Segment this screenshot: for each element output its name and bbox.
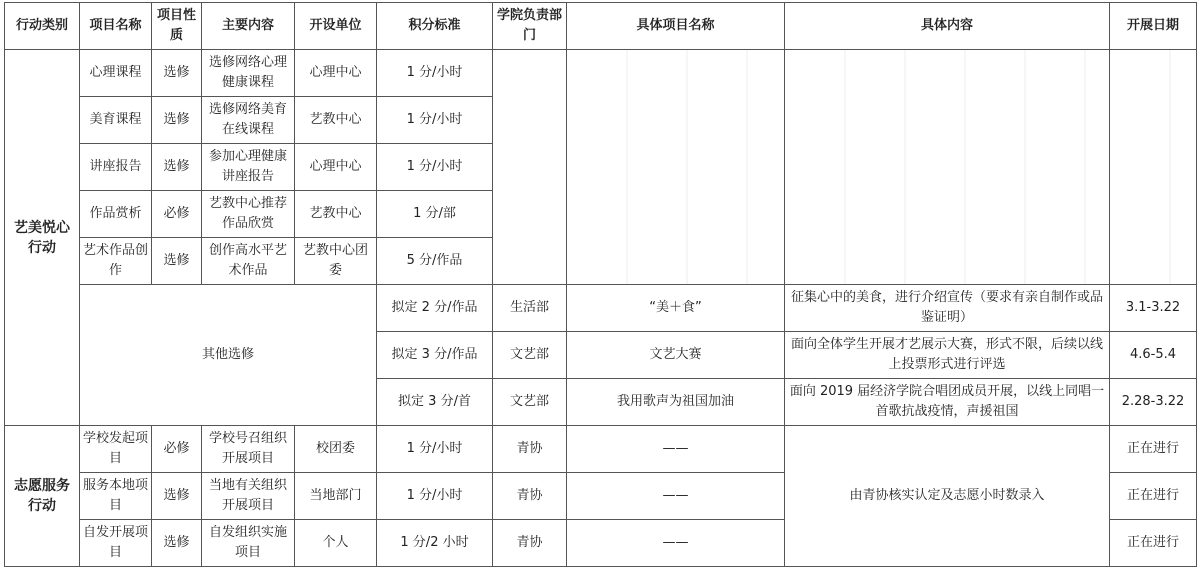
score-cell: 拟定 3 分/首 (377, 379, 493, 426)
main-content-cell: 创作高水平艺术作品 (202, 238, 295, 285)
score-cell: 1 分/小时 (377, 144, 493, 191)
project-name-cell: 艺术作品创作 (80, 238, 152, 285)
project-name-cell: 自发开展项目 (80, 520, 152, 567)
specific-project-cell: —— (567, 426, 785, 473)
date-cell: 3.1-3.22 (1110, 285, 1197, 332)
score-cell: 拟定 3 分/作品 (377, 332, 493, 379)
unit-cell: 心理中心 (295, 50, 377, 97)
specific-content-cell: 面向全体学生开展才艺展示大赛，形式不限，后续以线上投票形式进行评选 (785, 332, 1110, 379)
header-date: 开展日期 (1110, 3, 1197, 50)
nature-cell: 选修 (152, 144, 202, 191)
empty-dept-cell (493, 50, 567, 285)
header-specific-content: 具体内容 (785, 3, 1110, 50)
project-name-cell: 讲座报告 (80, 144, 152, 191)
specific-project-cell: 文艺大赛 (567, 332, 785, 379)
nature-cell: 选修 (152, 97, 202, 144)
project-name-cell: 心理课程 (80, 50, 152, 97)
main-content-cell: 参加心理健康讲座报告 (202, 144, 295, 191)
date-cell: 正在进行 (1110, 473, 1197, 520)
table-row (5, 426, 1197, 473)
dept-cell: 青协 (493, 473, 567, 520)
unit-cell: 艺教中心 (295, 191, 377, 238)
date-cell: 正在进行 (1110, 520, 1197, 567)
header-nature: 项目性质 (152, 3, 202, 50)
main-content-cell: 学校号召组织开展项目 (202, 426, 295, 473)
project-name-cell: 作品赏析 (80, 191, 152, 238)
project-name-cell: 美育课程 (80, 97, 152, 144)
category-cell: 志愿服务行动 (5, 426, 80, 567)
empty-project-cell (567, 50, 785, 285)
dept-cell: 文艺部 (493, 379, 567, 426)
unit-cell: 当地部门 (295, 473, 377, 520)
table-row (5, 285, 1197, 332)
dept-cell: 青协 (493, 426, 567, 473)
unit-cell: 心理中心 (295, 144, 377, 191)
score-cell: 1 分/2 小时 (377, 520, 493, 567)
dept-cell: 青协 (493, 520, 567, 567)
unit-cell: 校团委 (295, 426, 377, 473)
date-cell: 正在进行 (1110, 426, 1197, 473)
specific-content-cell: 面向 2019 届经济学院合唱团成员开展，以线上同唱一首歌抗战疫情，声援祖国 (785, 379, 1110, 426)
main-content-cell: 自发组织实施项目 (202, 520, 295, 567)
dept-cell: 文艺部 (493, 332, 567, 379)
dept-cell: 生活部 (493, 285, 567, 332)
score-cell: 1 分/部 (377, 191, 493, 238)
table-row (5, 50, 1197, 97)
header-project-name: 项目名称 (80, 3, 152, 50)
header-specific-project: 具体项目名称 (567, 3, 785, 50)
specific-project-cell: 我用歌声为祖国加油 (567, 379, 785, 426)
score-cell: 5 分/作品 (377, 238, 493, 285)
nature-cell: 选修 (152, 520, 202, 567)
header-row (5, 3, 1197, 50)
unit-cell: 艺教中心 (295, 97, 377, 144)
date-cell: 4.6-5.4 (1110, 332, 1197, 379)
main-content-cell: 选修网络美育在线课程 (202, 97, 295, 144)
main-content-cell: 当地有关组织开展项目 (202, 473, 295, 520)
header-main-content: 主要内容 (202, 3, 295, 50)
specific-content-cell: 征集心中的美食，进行介绍宣传（要求有亲自制作或品鉴证明） (785, 285, 1110, 332)
other-electives-cell: 其他选修 (80, 285, 377, 426)
unit-cell: 艺教中心团委 (295, 238, 377, 285)
specific-project-cell: “美＋食” (567, 285, 785, 332)
activity-table (4, 2, 1197, 567)
header-unit: 开设单位 (295, 3, 377, 50)
nature-cell: 选修 (152, 238, 202, 285)
project-name-cell: 学校发起项目 (80, 426, 152, 473)
nature-cell: 选修 (152, 50, 202, 97)
project-name-cell: 服务本地项目 (80, 473, 152, 520)
category-cell: 艺美悦心行动 (5, 50, 80, 426)
main-content-cell: 选修网络心理健康课程 (202, 50, 295, 97)
empty-content-cell (785, 50, 1110, 285)
specific-project-cell: —— (567, 473, 785, 520)
header-category: 行动类别 (5, 3, 80, 50)
empty-date-cell (1110, 50, 1197, 285)
nature-cell: 选修 (152, 473, 202, 520)
header-dept: 学院负责部门 (493, 3, 567, 50)
unit-cell: 个人 (295, 520, 377, 567)
nature-cell: 必修 (152, 191, 202, 238)
nature-cell: 必修 (152, 426, 202, 473)
header-score: 积分标准 (377, 3, 493, 50)
shared-content-cell: 由青协核实认定及志愿小时数录入 (785, 426, 1110, 567)
score-cell: 拟定 2 分/作品 (377, 285, 493, 332)
score-cell: 1 分/小时 (377, 473, 493, 520)
score-cell: 1 分/小时 (377, 426, 493, 473)
score-cell: 1 分/小时 (377, 97, 493, 144)
specific-project-cell: —— (567, 520, 785, 567)
main-content-cell: 艺教中心推荐作品欣赏 (202, 191, 295, 238)
date-cell: 2.28-3.22 (1110, 379, 1197, 426)
score-cell: 1 分/小时 (377, 50, 493, 97)
